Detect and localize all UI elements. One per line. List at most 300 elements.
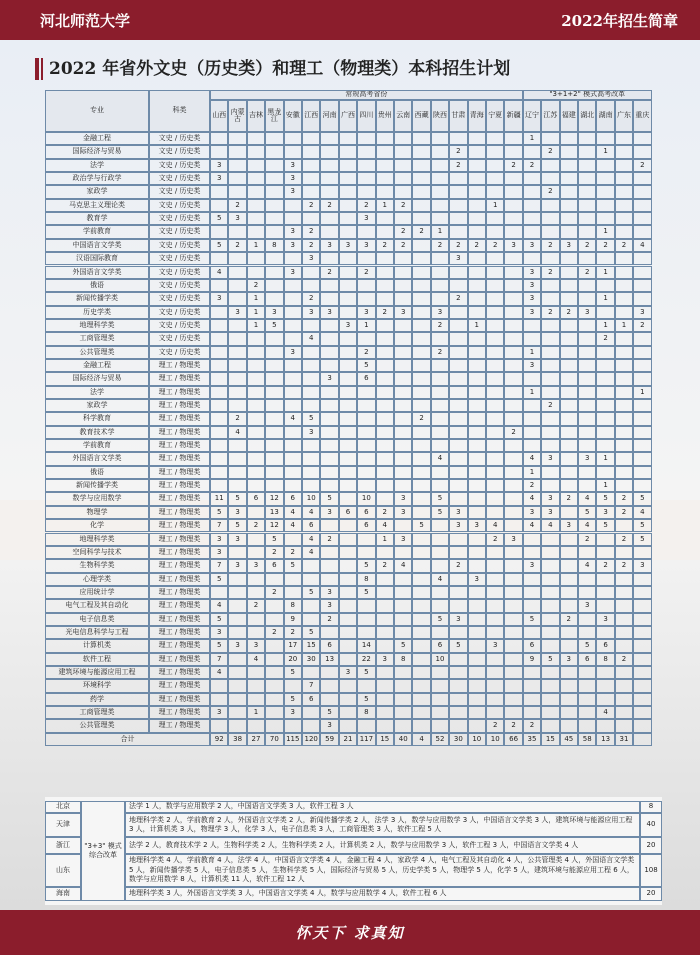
quota-cell: [210, 466, 228, 479]
quota-cell: [486, 185, 504, 198]
category-name: 理工 / 物理类: [149, 426, 210, 439]
quota-cell: 2: [394, 225, 412, 238]
quota-cell: [228, 626, 246, 639]
quota-cell: [376, 666, 394, 679]
quota-cell: 1: [247, 239, 265, 252]
footer-bar: [0, 910, 700, 955]
quota-cell: [210, 225, 228, 238]
quota-cell: [468, 386, 486, 399]
total-cell: 120: [302, 733, 320, 746]
quota-cell: [247, 666, 265, 679]
quota-cell: [228, 679, 246, 692]
quota-cell: [228, 319, 246, 332]
quota-cell: [468, 172, 486, 185]
quota-cell: [449, 653, 467, 666]
quota-cell: 1: [596, 145, 614, 158]
quota-cell: [228, 653, 246, 666]
quota-cell: [228, 172, 246, 185]
quota-cell: 3: [449, 506, 467, 519]
quota-cell: [394, 679, 412, 692]
quota-cell: [578, 252, 596, 265]
quota-cell: [320, 439, 338, 452]
quota-cell: 5: [210, 613, 228, 626]
category-name: 理工 / 物理类: [149, 479, 210, 492]
quota-cell: [523, 546, 541, 559]
major-name: 科学教育: [45, 412, 149, 425]
quota-cell: [284, 306, 302, 319]
quota-cell: [412, 479, 430, 492]
quota-cell: [504, 452, 522, 465]
quota-cell: [486, 492, 504, 505]
quota-cell: [210, 346, 228, 359]
quota-cell: [357, 185, 375, 198]
quota-cell: [302, 159, 320, 172]
quota-cell: [302, 279, 320, 292]
quota-cell: [615, 132, 633, 145]
quota-cell: [376, 212, 394, 225]
quota-cell: [265, 452, 283, 465]
quota-cell: [210, 332, 228, 345]
quota-cell: [449, 426, 467, 439]
quota-cell: 4: [302, 533, 320, 546]
quota-cell: [504, 439, 522, 452]
quota-cell: [412, 306, 430, 319]
quota-cell: [468, 452, 486, 465]
quota-cell: 2: [247, 519, 265, 532]
quota-cell: 10: [357, 492, 375, 505]
quota-cell: [376, 586, 394, 599]
quota-cell: [449, 719, 467, 732]
quota-cell: [578, 666, 596, 679]
quota-cell: 3: [284, 239, 302, 252]
quota-cell: 12: [265, 519, 283, 532]
quota-cell: [412, 279, 430, 292]
category-name: 理工 / 物理类: [149, 519, 210, 532]
category-name: 理工 / 物理类: [149, 666, 210, 679]
quota-cell: [210, 693, 228, 706]
quota-cell: [284, 332, 302, 345]
quota-cell: [523, 586, 541, 599]
major-name: 国际经济与贸易: [45, 372, 149, 385]
quota-cell: 5: [523, 613, 541, 626]
quota-cell: [412, 439, 430, 452]
quota-cell: 9: [523, 653, 541, 666]
quota-cell: [541, 412, 559, 425]
quota-cell: [210, 279, 228, 292]
quota-cell: [412, 653, 430, 666]
quota-cell: [265, 706, 283, 719]
quota-cell: [449, 185, 467, 198]
quota-cell: 2: [615, 533, 633, 546]
quota-cell: [615, 639, 633, 652]
category-name: 理工 / 物理类: [149, 533, 210, 546]
quota-cell: 5: [265, 319, 283, 332]
quota-cell: [541, 599, 559, 612]
quota-cell: 2: [596, 332, 614, 345]
quota-cell: 4: [302, 506, 320, 519]
major-name: 政治学与行政学: [45, 172, 149, 185]
quota-cell: [486, 172, 504, 185]
quota-cell: 5: [541, 653, 559, 666]
quota-cell: [265, 639, 283, 652]
quota-cell: [247, 613, 265, 626]
category-name: 理工 / 物理类: [149, 439, 210, 452]
quota-cell: [210, 145, 228, 158]
quota-cell: [339, 159, 357, 172]
quota-cell: [431, 719, 449, 732]
quota-cell: 1: [247, 292, 265, 305]
quota-cell: 2: [376, 239, 394, 252]
quota-cell: [265, 719, 283, 732]
quota-cell: 2: [228, 199, 246, 212]
major-name: 新闻传播学类: [45, 479, 149, 492]
quota-cell: [284, 573, 302, 586]
quota-cell: [541, 573, 559, 586]
major-name: 公共管理类: [45, 346, 149, 359]
quota-cell: [247, 145, 265, 158]
quota-cell: [412, 346, 430, 359]
quota-cell: [320, 666, 338, 679]
quota-cell: [615, 626, 633, 639]
category-name: 文史 / 历史类: [149, 266, 210, 279]
quota-cell: 3: [210, 706, 228, 719]
quota-cell: [320, 279, 338, 292]
quota-cell: [633, 145, 651, 158]
quota-cell: [560, 145, 578, 158]
quota-cell: [468, 466, 486, 479]
quota-cell: [394, 519, 412, 532]
quota-cell: [504, 306, 522, 319]
quota-cell: 2: [615, 492, 633, 505]
quota-cell: [284, 359, 302, 372]
quota-cell: [412, 132, 430, 145]
quota-cell: [394, 279, 412, 292]
quota-cell: [247, 533, 265, 546]
quota-cell: [265, 399, 283, 412]
quota-cell: [431, 546, 449, 559]
quota-cell: 1: [486, 199, 504, 212]
quota-cell: [596, 159, 614, 172]
quota-cell: 3: [504, 239, 522, 252]
quota-cell: [486, 212, 504, 225]
quota-cell: 2: [560, 306, 578, 319]
quota-cell: [504, 279, 522, 292]
category-name: 理工 / 物理类: [149, 466, 210, 479]
quota-cell: [596, 546, 614, 559]
quota-cell: 3: [210, 292, 228, 305]
quota-cell: 6: [357, 519, 375, 532]
province-header: 山西: [210, 100, 228, 132]
quota-cell: [357, 292, 375, 305]
quota-cell: [578, 172, 596, 185]
quota-cell: [633, 426, 651, 439]
major-name: 数学与应用数学: [45, 492, 149, 505]
quota-cell: [339, 372, 357, 385]
major-name: 药学: [45, 693, 149, 706]
quota-cell: [431, 412, 449, 425]
quota-cell: [228, 386, 246, 399]
quota-cell: [431, 679, 449, 692]
quota-cell: [247, 372, 265, 385]
quota-cell: [523, 426, 541, 439]
quota-cell: [320, 412, 338, 425]
quota-cell: [431, 426, 449, 439]
quota-cell: [284, 452, 302, 465]
quota-cell: [541, 559, 559, 572]
category-name: 文史 / 历史类: [149, 199, 210, 212]
quota-cell: [468, 693, 486, 706]
quota-cell: 8: [596, 653, 614, 666]
quota-cell: [302, 479, 320, 492]
quota-cell: [339, 145, 357, 158]
quota-cell: [560, 599, 578, 612]
quota-cell: [578, 706, 596, 719]
quota-cell: [578, 225, 596, 238]
quota-cell: 15: [302, 639, 320, 652]
quota-cell: [486, 439, 504, 452]
quota-cell: [633, 466, 651, 479]
quota-cell: [468, 332, 486, 345]
quota-cell: [541, 613, 559, 626]
quota-cell: [228, 346, 246, 359]
quota-cell: 3: [357, 239, 375, 252]
quota-cell: [320, 185, 338, 198]
quota-cell: [578, 279, 596, 292]
quota-cell: 5: [210, 212, 228, 225]
quota-cell: 3: [394, 492, 412, 505]
quota-cell: [523, 199, 541, 212]
quota-cell: 2: [376, 306, 394, 319]
category-header: 科类: [149, 90, 210, 132]
major-name: 学前教育: [45, 225, 149, 238]
quota-cell: 3: [339, 666, 357, 679]
quota-cell: [228, 279, 246, 292]
brochure-title: 2022年招生简章: [561, 12, 678, 30]
quota-cell: 1: [376, 199, 394, 212]
quota-cell: 6: [357, 372, 375, 385]
quota-cell: 3: [504, 533, 522, 546]
quota-cell: [615, 452, 633, 465]
total-cell: 4: [412, 733, 430, 746]
quota-cell: [633, 399, 651, 412]
quota-cell: [376, 145, 394, 158]
quota-cell: 2: [504, 719, 522, 732]
quota-cell: 2: [615, 239, 633, 252]
quota-cell: [449, 412, 467, 425]
quota-cell: [357, 679, 375, 692]
quota-cell: [560, 225, 578, 238]
quota-cell: 1: [376, 533, 394, 546]
reform-mode-label: "3+3" 模式 综合改革: [81, 801, 125, 901]
quota-cell: [284, 533, 302, 546]
quota-cell: [247, 132, 265, 145]
quota-cell: 4: [302, 332, 320, 345]
major-name: 教育学: [45, 212, 149, 225]
quota-cell: [247, 199, 265, 212]
quota-cell: 9: [284, 613, 302, 626]
quota-cell: [541, 346, 559, 359]
quota-cell: [357, 599, 375, 612]
quota-cell: [357, 546, 375, 559]
quota-cell: [523, 332, 541, 345]
quota-cell: [210, 399, 228, 412]
quota-cell: [468, 212, 486, 225]
total-cell: 66: [504, 733, 522, 746]
major-name: 家政学: [45, 399, 149, 412]
quota-cell: [320, 346, 338, 359]
quota-cell: [523, 399, 541, 412]
quota-cell: [284, 199, 302, 212]
quota-cell: [449, 573, 467, 586]
quota-cell: [541, 159, 559, 172]
title-accent-bar: [35, 58, 39, 80]
quota-cell: [560, 279, 578, 292]
quota-cell: [357, 399, 375, 412]
major-name: 金融工程: [45, 359, 149, 372]
quota-cell: [578, 212, 596, 225]
quota-cell: [228, 719, 246, 732]
quota-cell: [560, 185, 578, 198]
quota-cell: [339, 132, 357, 145]
quota-cell: [431, 332, 449, 345]
quota-cell: [339, 172, 357, 185]
quota-cell: 2: [504, 159, 522, 172]
quota-cell: 5: [596, 492, 614, 505]
quota-cell: [247, 439, 265, 452]
quota-cell: [560, 266, 578, 279]
total-cell: 15: [376, 733, 394, 746]
quota-cell: [633, 199, 651, 212]
quota-cell: [504, 479, 522, 492]
total-cell: 35: [523, 733, 541, 746]
quota-cell: 5: [596, 519, 614, 532]
major-name: 电子信息类: [45, 613, 149, 626]
quota-cell: 6: [247, 492, 265, 505]
quota-cell: [578, 586, 596, 599]
quota-cell: [523, 666, 541, 679]
quota-cell: 1: [247, 319, 265, 332]
quota-cell: [541, 386, 559, 399]
quota-cell: 4: [596, 706, 614, 719]
quota-cell: [431, 479, 449, 492]
quota-cell: [210, 185, 228, 198]
total-cell: 45: [560, 733, 578, 746]
quota-cell: [541, 466, 559, 479]
major-name: 生物科学类: [45, 559, 149, 572]
quota-cell: [449, 492, 467, 505]
quota-cell: [302, 132, 320, 145]
quota-cell: [265, 599, 283, 612]
quota-cell: [376, 426, 394, 439]
quota-cell: [468, 719, 486, 732]
quota-cell: [357, 452, 375, 465]
quota-cell: [633, 666, 651, 679]
quota-cell: [247, 466, 265, 479]
quota-cell: 3: [284, 185, 302, 198]
quota-cell: [560, 706, 578, 719]
reform-total: 8: [640, 801, 662, 813]
quota-cell: 5: [320, 706, 338, 719]
quota-cell: 3: [320, 239, 338, 252]
quota-cell: 3: [449, 519, 467, 532]
quota-cell: [486, 586, 504, 599]
province-header: 福建: [560, 100, 578, 132]
quota-cell: [615, 346, 633, 359]
quota-cell: [578, 199, 596, 212]
quota-cell: [523, 412, 541, 425]
quota-cell: [357, 719, 375, 732]
quota-cell: [486, 306, 504, 319]
quota-cell: [376, 266, 394, 279]
quota-cell: [394, 346, 412, 359]
quota-cell: [320, 159, 338, 172]
quota-cell: [633, 292, 651, 305]
quota-cell: [560, 332, 578, 345]
quota-cell: [560, 693, 578, 706]
quota-cell: [596, 199, 614, 212]
quota-cell: [376, 225, 394, 238]
major-name: 俄语: [45, 279, 149, 292]
quota-cell: 3: [210, 533, 228, 546]
quota-cell: [431, 693, 449, 706]
quota-cell: [615, 399, 633, 412]
quota-cell: [376, 185, 394, 198]
quota-cell: [468, 346, 486, 359]
quota-cell: [449, 452, 467, 465]
quota-cell: [339, 599, 357, 612]
quota-cell: 2: [320, 533, 338, 546]
quota-cell: [541, 546, 559, 559]
category-name: 理工 / 物理类: [149, 613, 210, 626]
quota-cell: [633, 546, 651, 559]
quota-cell: 7: [302, 679, 320, 692]
quota-cell: [486, 613, 504, 626]
quota-cell: [228, 399, 246, 412]
quota-cell: [376, 252, 394, 265]
quota-cell: [247, 479, 265, 492]
quota-cell: [486, 559, 504, 572]
quota-cell: [504, 666, 522, 679]
quota-cell: [394, 359, 412, 372]
quota-cell: 3: [523, 266, 541, 279]
quota-cell: 2: [486, 239, 504, 252]
quota-cell: 3: [541, 492, 559, 505]
quota-cell: [449, 332, 467, 345]
quota-cell: 4: [523, 519, 541, 532]
quota-cell: [339, 626, 357, 639]
category-name: 文史 / 历史类: [149, 145, 210, 158]
quota-cell: [504, 613, 522, 626]
quota-cell: [578, 145, 596, 158]
quota-cell: 2: [412, 225, 430, 238]
quota-cell: [394, 573, 412, 586]
quota-cell: [504, 372, 522, 385]
quota-cell: [468, 479, 486, 492]
quota-cell: [302, 399, 320, 412]
quota-cell: 1: [596, 266, 614, 279]
quota-cell: [449, 466, 467, 479]
quota-cell: [468, 639, 486, 652]
quota-cell: 2: [265, 586, 283, 599]
quota-cell: [376, 719, 394, 732]
quota-cell: [468, 613, 486, 626]
quota-cell: 2: [596, 239, 614, 252]
quota-cell: [578, 292, 596, 305]
category-name: 文史 / 历史类: [149, 292, 210, 305]
quota-cell: [265, 225, 283, 238]
quota-cell: 4: [247, 653, 265, 666]
quota-cell: [431, 519, 449, 532]
